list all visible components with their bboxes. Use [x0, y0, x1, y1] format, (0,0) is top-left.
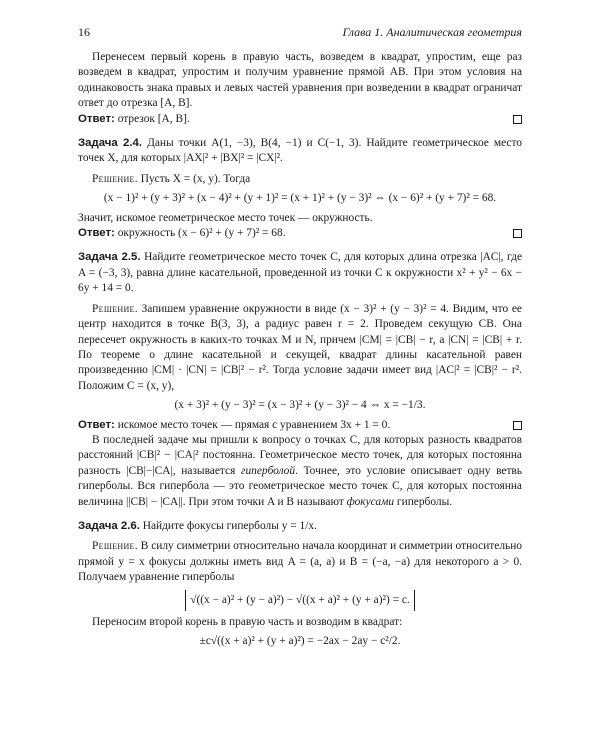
solution-label: Решение. [92, 540, 138, 553]
remark-term-foci: фокусами [346, 495, 395, 508]
task-2-6-next-step: Переносим второй корень в правую часть и возводим в квадрат: [92, 616, 403, 628]
task-2-5-equation: (x + 3)² + (y − 3)² = (x − 3)² + (y − 3)² − 4 ⇔ x = −1/3. [174, 399, 426, 412]
task-2-6-equation-2: ±c√((x + a)² + (y + a)²) = −2ax − 2ay − c²/2. [199, 635, 401, 648]
task-2-6-equation: √((x − a)² + (y − a)²) − √((x + a)² + (y + a)²) = c. [185, 590, 415, 611]
remark-text: гиперболы. [394, 495, 453, 508]
intro-answer [78, 112, 522, 127]
remark-text: В последней задаче мы пришли к вопросу о точках C, для которых разность квадратов расстояний |CB|² − |CA|² постоянна. Геометрическое место точек, для которых постоянна разность |CB|−|CA|, называется [78, 433, 522, 477]
task-text: Даны точки A(1, −3), B(4, −1) и C(−1, 3). Найдите геометрическое место точек X, для которых |AX|² + |BX|² = |CX|². [78, 137, 522, 165]
solution-label: Решение. [92, 302, 138, 315]
task-2-4-solution [78, 172, 522, 187]
task-2-5-answer [78, 418, 522, 433]
running-header [78, 25, 522, 41]
remark-text: . Точнее, это условие описывает одну ветвь гиперболы. Вся гипербола — это геометрическое место точек C, для которых постоянна величина ||CB| − |CA||. При этом точки A и B называют [78, 464, 522, 508]
remark-term-hyperbola: гиперболой [241, 464, 296, 477]
answer-label: Ответ: [78, 112, 115, 125]
task-2-4-answer [78, 226, 522, 241]
qed-square-icon [513, 115, 522, 124]
page-body [78, 50, 522, 654]
task-2-4-equation: (x − 1)² + (y + 3)² + (x − 4)² + (y + 1)² = (x + 1)² + (y − 3)² ⇔ (x − 6)² + (y + 7)² = 68. [103, 192, 497, 205]
task-text: Найдите геометрическое место точек C, для которых длина отрезка |AC|, где A = (−3, 3), равна длине касательной, проведенной из точки C к окружности x² + y² − 6x − 6y + 14 = 0. [78, 251, 523, 295]
qed-square-icon [513, 229, 522, 238]
task-2-4-conclusion: Значит, искомое геометрическое место точек — окружность. [78, 211, 373, 224]
answer-text: искомое место точек — прямая с уравнением 3x + 1 = 0. [114, 418, 391, 431]
task-2-6-solution [78, 539, 522, 585]
hyperbola-remark [78, 433, 522, 510]
task-label: Задача 2.4. [78, 137, 143, 150]
task-2-6-statement [78, 519, 522, 534]
solution-text: В силу симметрии относительно начала координат и симметрии относительно прямой y = x фокусы должны иметь вид A = (a, a) и B = (−a, −a) для некоторого a > 0. Получаем уравнение гиперболы [78, 540, 522, 584]
task-2-5-statement [78, 250, 522, 296]
chapter-title: Глава 1. Аналитическая геометрия [342, 25, 522, 39]
answer-label: Ответ: [78, 418, 115, 431]
intro-paragraph: Перенесем первый корень в правую часть, возведем в квадрат, упростим, еще раз возведем в квадрат, упростим и получим уравнение прямой AB. При этом условия на одинаковость знака правых и левых частей уравнения при возведении в квадрат ограничат ответ до отрезка [A, B]. [78, 51, 522, 110]
solution-text: Запишем уравнение окружности в виде (x − 3)² + (y − 3)² = 4. Видим, что ее центр находится в точке B(3, 3), а радиус равен r = 2. Проведем секущую CB. Она пересечет окружность в каких-то точках M и N, причем |CM| = |CB| − r, а |CN| = |CB| + r. По теореме о длине касательной и секущей, квадрат длины касательной равен произведению |CM| · |CN| = |CB|² − r². Тогда условие задачи имеет вид |AC|² = |CB|² − r². Положим C = (x, y), [78, 302, 522, 392]
task-2-6-equation-wrapper [78, 590, 522, 611]
task-2-4-statement [78, 136, 522, 167]
task-text: Найдите фокусы гиперболы y = 1/x. [139, 519, 317, 532]
page-number: 16 [78, 25, 90, 39]
solution-text: Пусть X = (x, y). Тогда [137, 172, 251, 185]
qed-square-icon [513, 421, 522, 430]
answer-text: окружность (x − 6)² + (y + 7)² = 68. [114, 227, 286, 240]
answer-text: отрезок [A, B]. [114, 112, 190, 125]
task-label: Задача 2.5. [78, 251, 141, 264]
answer-label: Ответ: [78, 227, 115, 240]
task-2-5-solution [78, 302, 522, 394]
task-label: Задача 2.6. [78, 519, 140, 532]
solution-label: Решение. [92, 172, 138, 185]
